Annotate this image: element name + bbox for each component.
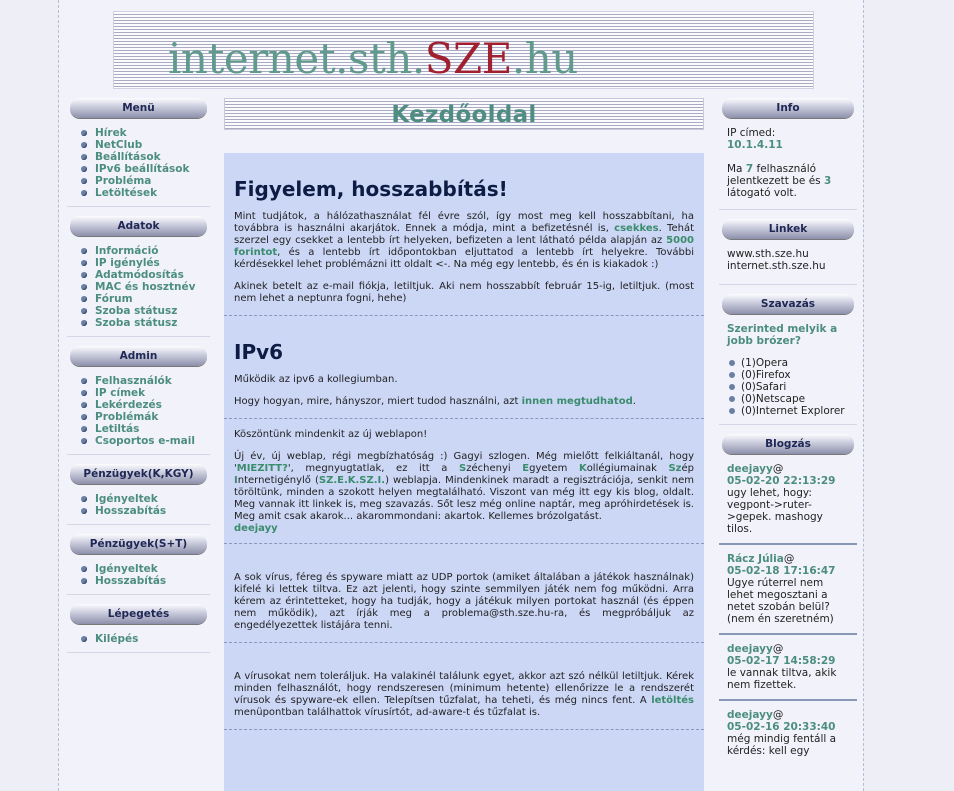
section-header: Blogzás — [722, 434, 854, 454]
post-body: Mint tudjátok, a hálózathasználat fél évre szól, így most meg kell hosszabbítani, ha továbbra is használni akarjátok. Ennek a módja, mint a befizetésnél is, csekkes. Tehát szerzel egy csekket a lentebb írt helyeken, befizeten a lent látható példa alapján az 5000 forintot, és a lentebb írt időpontokban eljuttatod a lentebb írt helyekre. További kérdésekkel lehet problémázni itt oldalt <-. Na még egy lentebb, és én is kiakadok :) — [234, 211, 694, 270]
link-item[interactable]: internet.sth.sze.hu — [727, 260, 826, 272]
left-sidebar — [67, 98, 210, 662]
menu-item-kilepes[interactable]: Kilépés — [81, 633, 210, 645]
visitor-stats: Ma 7 felhasználó jelentkezett be és 3 látogató volt. — [727, 163, 832, 199]
post-body: Köszöntünk mindenkit az új weblapon! — [234, 429, 428, 440]
post-body: Új év, új weblap, régi megbízhatóság :) Gagyi szlogen. Még mielőtt felkiáltanál, hogy 'MIEZITT?', megnyugtatlak, ez itt a Széchenyi Egyetem Kollégiumainak Szép Internetigénylő (SZ.E.K.SZ.I.) weblapja. Mindenkinek maradt a regisztrációja, senkit nem töröltünk, minden a szokott helyen megtalálható. Viszont van még itt egy kis blog, oldalt. Meg vannak itt linkek is, meg szavazás. Sőt lesz még online naptár, meg apróhirdetések is. Meg amit csak akarok... akarommondani: akartok. Kellemes brózolgatást. — [234, 451, 695, 522]
post-body: A vírusokat nem toleráljuk. Ha valakinél találunk egyet, akkor azt szó nélkül letiltjuk. Kérek minden felhasználót, hogy rendszeresen (minimum hetente) ellenőrizze le a rendszerét vírusok és spyware-ek ellen. Telepítsen tűzfalat, ha teheti, és még nincs fent. A letöltés menüpontban találhattok vírusírtót, ad-aware-t és tűzfalat is. — [234, 671, 694, 718]
menu-item-netclub[interactable]: NetClub — [81, 139, 210, 151]
menu-item-ip-cimek[interactable]: IP címek — [81, 387, 210, 399]
logo-part1: internet.sth. — [168, 34, 425, 83]
post-body: Hogy hogyan, mire, hányszor, miert tudod használni, azt innen megtudhatod. — [234, 396, 636, 407]
poll-option[interactable]: (1)Opera — [727, 357, 857, 369]
site-banner — [113, 11, 814, 89]
menu-item-igenyeltek[interactable]: Igényeltek — [81, 493, 210, 505]
post-title: Figyelem, hosszabbítás! — [234, 177, 508, 201]
poll-question: Szerinted melyik a jobb brózer? — [727, 323, 838, 347]
news-feed — [224, 153, 704, 791]
menu-item-mac-hosztnev[interactable]: MAC és hosztnév — [81, 281, 210, 293]
menu-item-adatmodositas[interactable]: Adatmódosítás — [81, 269, 210, 281]
section-header: Lépegetés — [70, 604, 207, 624]
post-signature[interactable]: deejayy — [234, 523, 278, 534]
poll-option[interactable]: (0)Internet Explorer — [727, 405, 857, 417]
adatok-section — [67, 216, 210, 337]
section-header: Pénzügyek(S+T) — [70, 534, 207, 554]
menu-item-letoltesek[interactable]: Letöltések — [81, 187, 210, 199]
blog-text: még mindig fentáll a kérdés: kell egy — [727, 733, 837, 757]
blog-author[interactable]: Rácz Júlia — [727, 553, 784, 565]
menu-item-beallitasok[interactable]: Beállítások — [81, 151, 210, 163]
logo-part3: .hu — [511, 34, 578, 83]
links-section — [719, 219, 857, 285]
post-body: Működik az ipv6 a kollegiumban. — [234, 374, 398, 385]
blog-entry: deejayy@ 05-02-17 14:58:29 le vannak tiltva, akik nem fizettek. — [719, 643, 857, 701]
menu-item-ipv6[interactable]: IPv6 beállítások — [81, 163, 210, 175]
blog-entry: deejayy@ 05-02-16 20:33:40 még mindig fentáll a kérdés: kell egy — [719, 709, 857, 765]
menu-item-letiltas[interactable]: Letiltás — [81, 423, 210, 435]
news-post — [224, 419, 704, 544]
blog-date: 05-02-20 22:13:29 — [727, 475, 836, 487]
ip-info: IP címed: 10.1.4.11 Ma 7 felhasználó jelentkezett be és 3 látogató volt. — [719, 127, 857, 199]
menu-section — [67, 98, 210, 207]
admin-section — [67, 346, 210, 455]
news-post — [224, 544, 704, 643]
section-header: Szavazás — [722, 294, 854, 314]
news-post — [224, 316, 704, 419]
info-section — [719, 98, 857, 210]
menu-item-lekerdezes[interactable]: Lekérdezés — [81, 399, 210, 411]
menu-item-problemak[interactable]: Problémák — [81, 411, 210, 423]
post-body: A sok vírus, féreg és spyware miatt az UDP portok (amiket általában a játékok használnak) kifelé ki lettek tiltva. Ez azt jelenti, hogy szinte semmilyen játék nem fog működni. Arra kérem az érintetteket, hogy ha tudják, hogy a játékuk milyen portokat használ (és éppen nem működik), azt írják meg a problema@sth.sze.hu-ra, és megpróbáljuk az engedélyezettek listájára tenni. — [234, 572, 694, 631]
blog-text: ugy lehet, hogy: vegpont->ruter->gepek. mashogy tilos. — [727, 487, 823, 535]
menu-item-hosszabitas[interactable]: Hosszabítás — [81, 505, 210, 517]
penzugyek-kkgy-section — [67, 464, 210, 525]
blog-author[interactable]: deejayy — [727, 709, 773, 721]
poll-section — [719, 294, 857, 425]
post-body: Akinek betelt az e-mail fiókja, letiltjuk. Aki nem hosszabbít február 15-ig, letiltjuk. (most nem lehet a neptunra fogni, hehe) — [234, 281, 694, 304]
section-header: Pénzügyek(K,KGY) — [70, 464, 207, 484]
letoltes-link[interactable]: letöltés — [651, 695, 694, 706]
menu-item-csoportos-email[interactable]: Csoportos e-mail — [81, 435, 210, 447]
csekkes-link[interactable]: csekkes — [614, 223, 659, 234]
menu-item-informacio[interactable]: Információ — [81, 245, 210, 257]
lepegetes-section — [67, 604, 210, 653]
poll-option[interactable]: (0)Netscape — [727, 393, 857, 405]
menu-item-forum[interactable]: Fórum — [81, 293, 210, 305]
menu-item-ip-igenyles[interactable]: IP igénylés — [81, 257, 210, 269]
logo-part2: SZE — [424, 34, 512, 83]
blog-date: 05-02-16 20:33:40 — [727, 721, 836, 733]
section-header: Menü — [70, 98, 207, 118]
poll-option[interactable]: (0)Firefox — [727, 369, 857, 381]
menu-item-felhasznalok[interactable]: Felhasználók — [81, 375, 210, 387]
amount-link[interactable]: 5000 forintot — [234, 235, 694, 258]
news-post — [224, 153, 704, 316]
page-title: Kezdőoldal — [224, 98, 704, 130]
right-sidebar — [719, 98, 857, 773]
blog-date: 05-02-18 17:16:47 — [727, 565, 836, 577]
menu-item-problema[interactable]: Probléma — [81, 175, 210, 187]
poll-option[interactable]: (0)Safari — [727, 381, 857, 393]
blog-author[interactable]: deejayy — [727, 463, 773, 475]
section-header: Admin — [70, 346, 207, 366]
ipv6-info-link[interactable]: innen megtudhatod — [521, 396, 633, 407]
site-logo[interactable] — [168, 34, 578, 83]
blog-text: le vannak tiltva, akik nem fizettek. — [727, 667, 837, 691]
ip-address: 10.1.4.11 — [727, 139, 783, 151]
section-header: Info — [722, 98, 854, 118]
main-content — [224, 98, 704, 791]
link-item[interactable]: www.sth.sze.hu — [727, 248, 809, 260]
penzugyek-st-section — [67, 534, 210, 595]
post-title: IPv6 — [234, 340, 284, 364]
blog-section — [719, 434, 857, 765]
menu-item-hosszabitas-2[interactable]: Hosszabítás — [81, 575, 210, 587]
section-header: Linkek — [722, 219, 854, 239]
menu-item-szoba-statusz-2[interactable]: Szoba státusz — [81, 317, 210, 329]
blog-author[interactable]: deejayy — [727, 643, 773, 655]
blog-entry: Rácz Júlia@ 05-02-18 17:16:47 Ugye rúterrel nem lehet megosztani a netet szobán belül? (nem én szeretném) — [719, 553, 857, 635]
blog-date: 05-02-17 14:58:29 — [727, 655, 836, 667]
blog-entry: deejayy@ 05-02-20 22:13:29 ugy lehet, hogy: vegpont->ruter->gepek. mashogy tilos. — [719, 463, 857, 545]
menu-item-igenyeltek-2[interactable]: Igényeltek — [81, 563, 210, 575]
menu-item-hirek[interactable]: Hírek — [81, 127, 210, 139]
news-post — [224, 643, 704, 730]
section-header: Adatok — [70, 216, 207, 236]
blog-text: Ugye rúterrel nem lehet megosztani a netet szobán belül? (nem én szeretném) — [727, 577, 834, 625]
menu-item-szoba-statusz[interactable]: Szoba státusz — [81, 305, 210, 317]
